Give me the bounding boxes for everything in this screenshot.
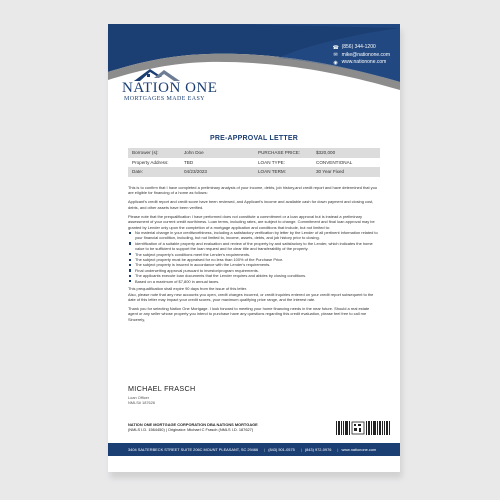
- letter-page: [108, 24, 400, 472]
- info-row: [128, 167, 380, 177]
- list-item: The subject property's conditions meet the Lender's requirements.: [128, 252, 380, 257]
- body-closing: Sincerely,: [128, 316, 145, 322]
- company-logo: [122, 66, 232, 110]
- company-legal: [128, 422, 258, 432]
- contact-block: [333, 44, 390, 67]
- list-item: Identification of a suitable property and evaluation and review of the property by and satisfactory to the Lender, which indicates the home value to be sufficient to support the loan request and for clear title and transferability of the property.: [128, 241, 380, 252]
- info-label: LOAN TERM:: [258, 169, 286, 175]
- company-name: NATION ONE MORTGAGE CORPORATION DBA NATIONS MORTGAGE: [128, 422, 258, 427]
- contact-phone: [333, 44, 390, 52]
- body-paragraph: Applicant's credit report and credit score have been reviewed, and Applicant's income and available cash for down payment and closing cost, debts, and other assets have been verified.: [128, 199, 374, 210]
- info-label: PURCHASE PRICE:: [258, 150, 301, 156]
- footer-phone-a: (843) 501-0575: [268, 447, 295, 452]
- body-paragraph: Please note that the prequalification I have performed does not constitute a commitment or a loan approval but is instead a preliminary assessment of your current credit worthiness. Loan terms, including rates, are subject to change. Commitment and final loan approval may be granted by Lender only upon the completion of a mortgage application and conditions that include, but not limited to:: [128, 213, 375, 230]
- footer-address: 3404 SALTERBECK STREET SUITE 206C MOUNT PLEASANT, SC 29466: [128, 447, 259, 452]
- list-item: Final underwriting approval pursuant to investor/program requirements.: [128, 268, 380, 273]
- body-paragraph: Thank you for selecting Nation One Mortgage. I look forward to meeting your home financing needs in the near future. Should a real estate agent or any seller whose property you intend to purchase have any questions regarding this credit evaluation, please feel free to call me: [128, 305, 370, 317]
- info-label: Borrower (s):: [132, 150, 159, 156]
- email-icon: ✉: [333, 52, 338, 59]
- body-paragraph: Also, please note that any new accounts you open, credit charges incurred, or credit inquiries entered on your credit report subsequent to the date of this letter may impact your credit scores, your maximum qualifying price range, and the interest rate.: [128, 291, 374, 302]
- contact-web-text[interactable]: www.nationone.com: [341, 59, 387, 66]
- loan-info-table: [128, 148, 380, 177]
- footer-phone-b: (843) 972-0976: [304, 447, 332, 452]
- footer-separator: |: [264, 447, 266, 452]
- body-paragraph: This is to confirm that I have completed a preliminary analysis of your income, debts, job history,and credit report and have determined that you are eligible for financing of a home as follows:: [128, 185, 377, 196]
- conditions-list: [128, 230, 380, 284]
- info-row: [128, 148, 380, 158]
- info-value: John Doe: [184, 150, 204, 156]
- contact-email[interactable]: [333, 52, 390, 60]
- info-value: $320,000: [316, 150, 336, 156]
- phone-icon: ☎: [332, 44, 339, 51]
- info-label: Date:: [132, 169, 143, 175]
- info-label: Property Address:: [132, 159, 169, 165]
- signer-details: [128, 395, 195, 405]
- list-item: The subject property must be appraised for no less than 100% of the Purchase Price.: [128, 257, 380, 262]
- signer-nmls: NMLS# 187626: [128, 400, 156, 405]
- info-value: TBD: [184, 159, 194, 165]
- company-ids: (NMLS I.D. 1564450) | Originator: Michael C Frasch (NMLS I.D. 187627): [128, 427, 254, 432]
- info-value: 04/23/2023: [184, 169, 207, 175]
- footer-separator: |: [337, 447, 339, 452]
- info-value: CONVENTIONAL: [316, 159, 353, 165]
- list-item: No material change in your creditworthiness, including a satisfactory verification by letter by the Lender of all pertinent information related to your financial condition, including, but not limited to, income, assets, debts, and job history prior to closing.: [128, 230, 380, 241]
- globe-icon: ◉: [333, 59, 338, 66]
- body-paragraph: This prequalification shall expire 90 days from the issue of this letter.: [128, 286, 248, 292]
- logo-brand: NATION ONE: [122, 80, 218, 96]
- contact-email-text[interactable]: mike@nationone.com: [341, 51, 390, 58]
- signer-name: MICHAEL FRASCH: [128, 384, 196, 393]
- footer-web[interactable]: www.nationone.com: [341, 447, 377, 452]
- logo-tagline: MORTGAGES MADE EASY: [124, 96, 205, 102]
- list-item: The applicants execute loan documents that the Lender requires and abides by closing conditions.: [128, 273, 380, 278]
- info-value: 30 Year Fixed: [316, 169, 345, 175]
- contact-phone-text: (856) 344-1200: [341, 44, 376, 50]
- barcode-icon: [336, 421, 390, 435]
- info-row: [128, 158, 380, 168]
- list-item: Based on a maximum of $7,800 in annual taxes.: [128, 279, 380, 284]
- letter-body: [128, 185, 380, 326]
- footer-separator: |: [300, 447, 302, 452]
- signer-role: Loan Officer: [128, 395, 150, 400]
- signature-block: [128, 384, 195, 405]
- list-item: The subject property is insured in accordance with the Lender's requirements.: [128, 262, 380, 267]
- info-label: LOAN TYPE:: [258, 159, 285, 165]
- footer-bar: [108, 443, 400, 456]
- contact-web[interactable]: [333, 59, 390, 67]
- document-title: PRE-APPROVAL LETTER: [210, 135, 298, 142]
